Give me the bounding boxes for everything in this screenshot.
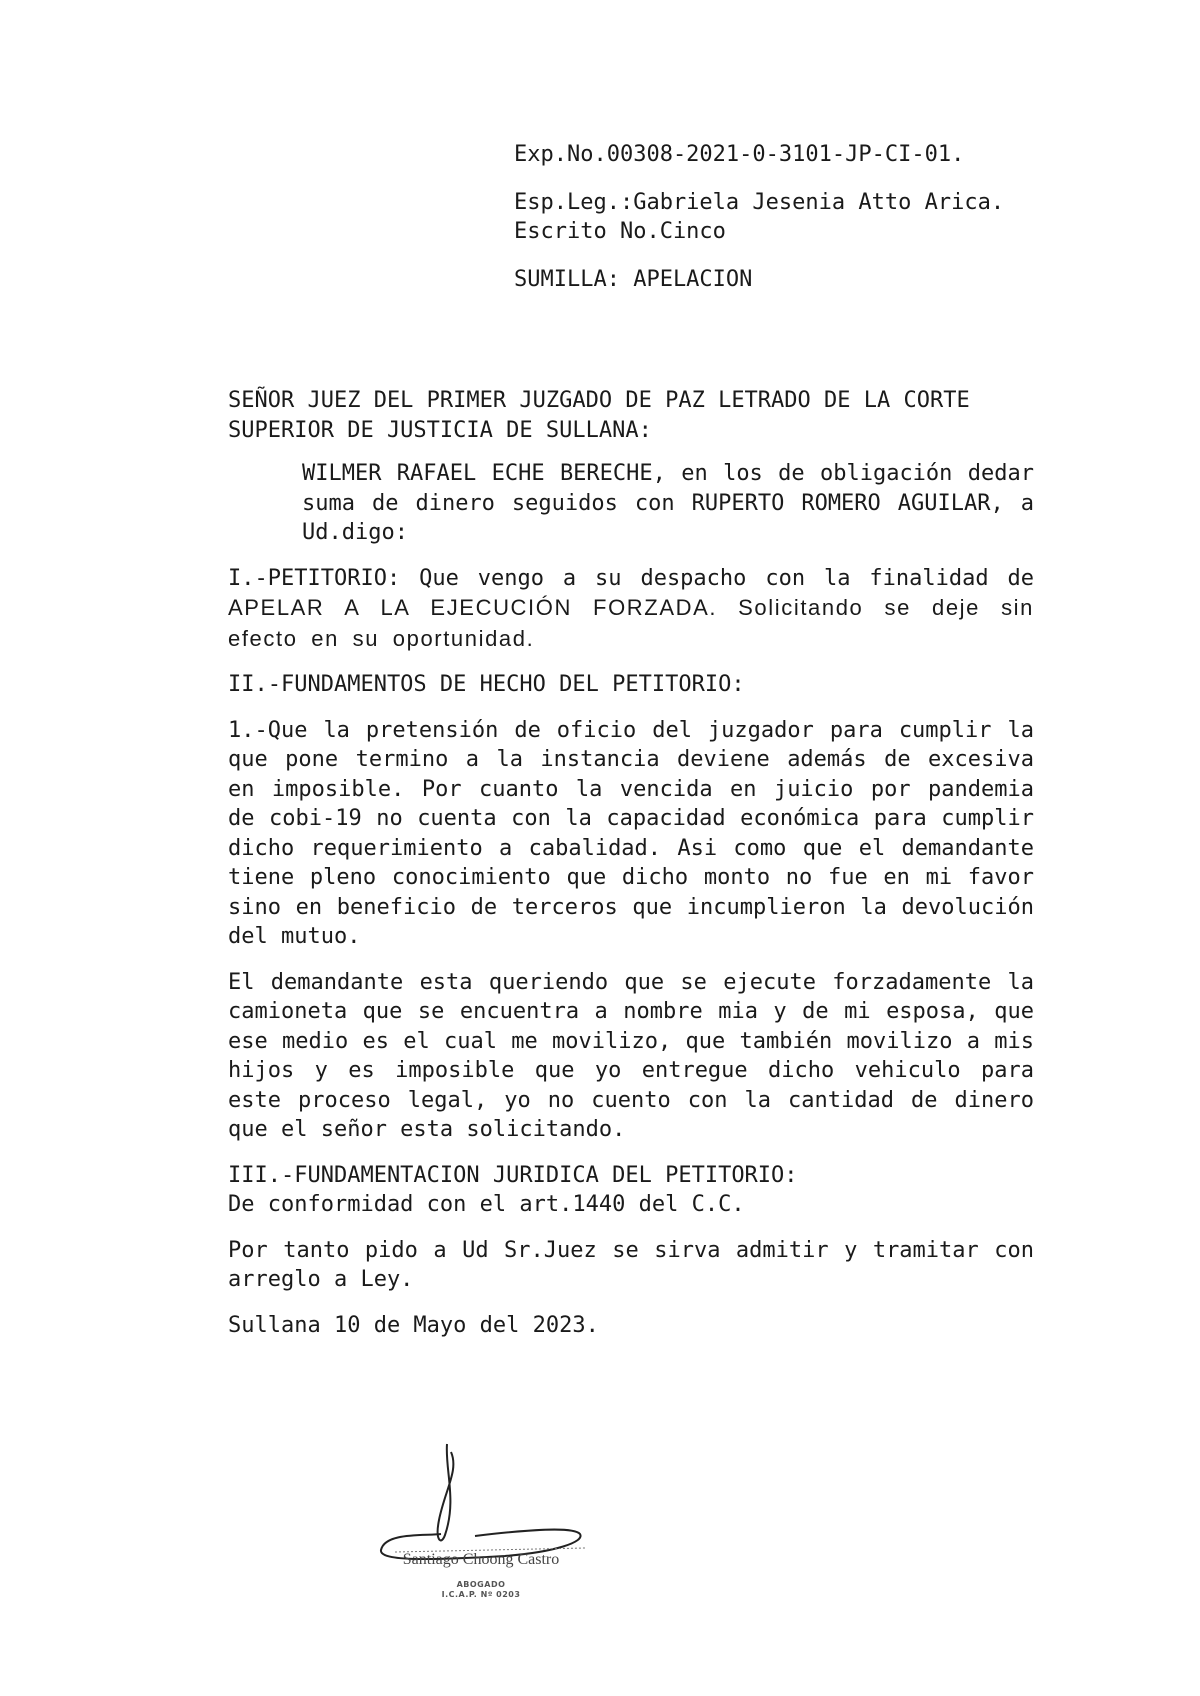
closing-paragraph: Por tanto pido a Ud Sr.Juez se sirva admitir y tramitar con arreglo a Ley. <box>228 1237 1034 1292</box>
signature-block <box>375 1440 615 1599</box>
section-3-title: III.-FUNDAMENTACION JURIDICA DEL PETITORIO: <box>228 1162 798 1188</box>
signer-name: Santiago Choong Castro <box>402 1551 560 1568</box>
signer-role: ABOGADO <box>456 1580 506 1589</box>
fundamento-2: El demandante esta queriendo que se ejecute forzadamente la camioneta que se encuentra a nombre mia y de mi esposa, que ese medio es el cual me movilizo, que también movilizo a mis hijos y es imposible que yo entregue dicho vehiculo para este proceso legal, yo no cuento con la cantidad de dinero que el señor esta solicitando. <box>228 969 1034 1142</box>
date-line: Sullana 10 de Mayo del 2023. <box>228 1312 599 1338</box>
intro-paragraph: WILMER RAFAEL ECHE BERECHE, en los de obligación dedar suma de dinero seguidos con RUPERTO ROMERO AGUILAR, a Ud.digo: <box>302 461 1034 545</box>
addressee: SEÑOR JUEZ DEL PRIMER JUZGADO DE PAZ LETRADO DE LA CORTE SUPERIOR DE JUSTICIA DE SULLANA: <box>228 388 970 443</box>
section-3-text: De conformidad con el art.1440 del C.C. <box>228 1192 745 1217</box>
brief-number: Escrito No.Cinco <box>514 219 726 244</box>
fundamento-1: 1.-Que la pretensión de oficio del juzgador para cumplir la que pone termino a la instancia deviene además de excesiva en imposible. Por cuanto la vencida en juicio por pandemia de cobi-19 no cuenta con la capacidad económica para cumplir dicho requerimiento a cabalidad. Asi como que el demandante tiene pleno conocimiento que dicho monto no fue en mi favor sino en beneficio de terceros que incumplieron la devolución del mutuo. <box>228 717 1034 949</box>
petition-request: APELAR A LA EJECUCIÓN FORZADA. Solicitando se deje sin efecto en su oportunidad. <box>228 595 1034 651</box>
handwritten-signature <box>375 1440 615 1560</box>
petition-prefix: I.-PETITORIO: Que vengo a su despacho con la finalidad de <box>228 565 1034 591</box>
case-header <box>514 140 1034 312</box>
case-number: Exp.No.00308-2021-0-3101-JP-CI-01. <box>514 142 965 167</box>
signer-registration: I.C.A.P. Nº 0203 <box>441 1590 521 1599</box>
petition-paragraph <box>228 564 1034 655</box>
summary-line: SUMILLA: APELACION <box>514 266 753 292</box>
section-2-title: II.-FUNDAMENTOS DE HECHO DEL PETITORIO: <box>228 672 745 697</box>
specialist-name: Esp.Leg.:Gabriela Jesenia Atto Arica. <box>514 189 1005 215</box>
document-body <box>228 386 1034 1356</box>
